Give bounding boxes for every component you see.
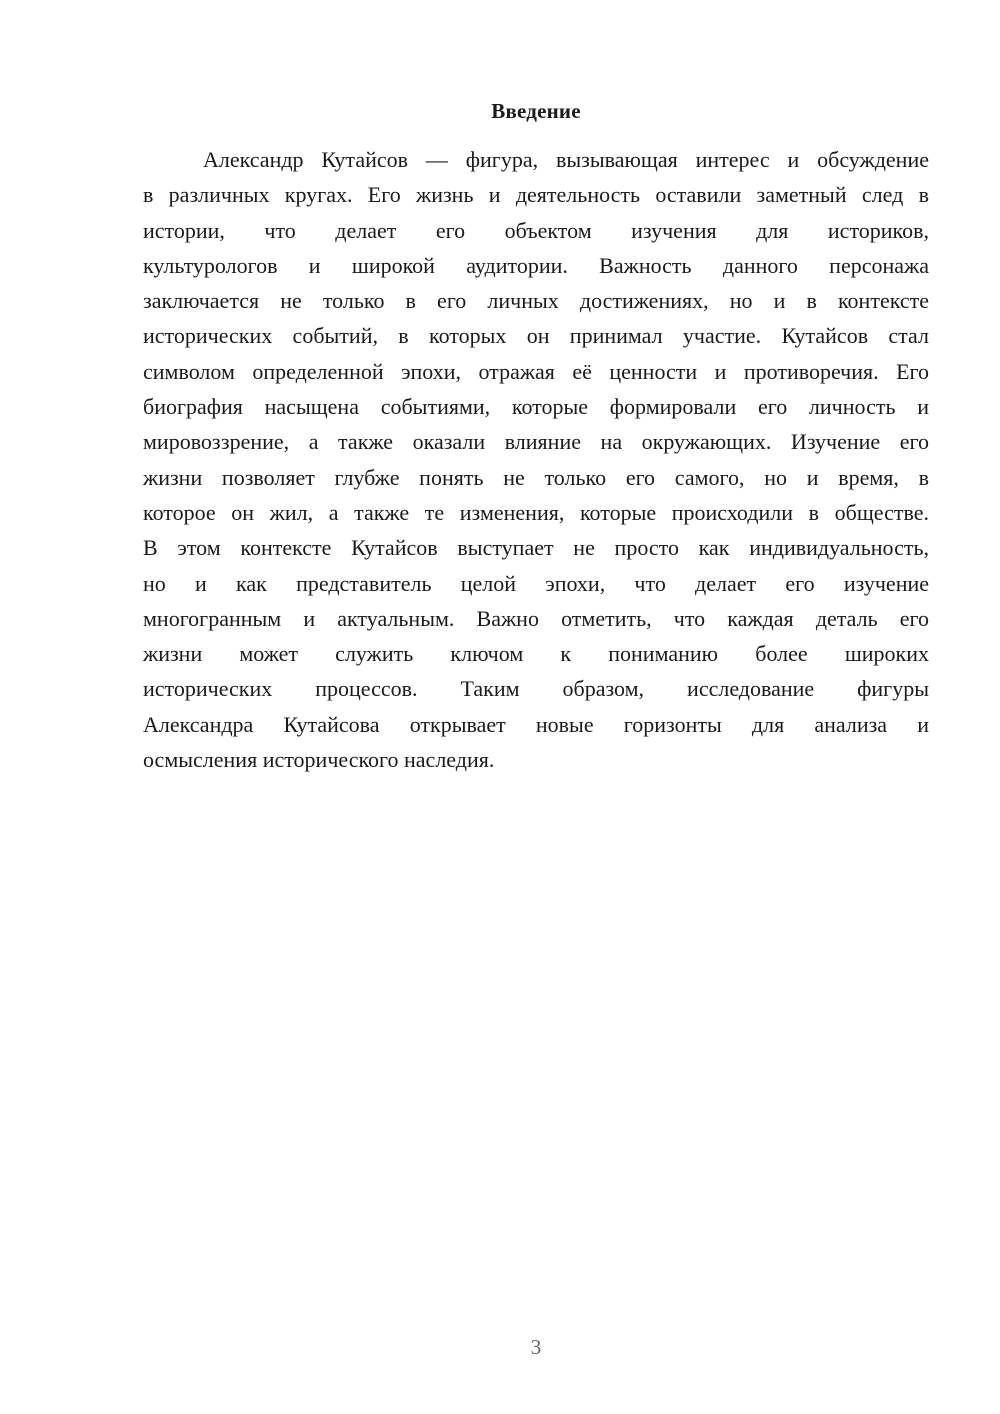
- paragraph-line: исторических событий, в которых он принимал участие. Кутайсов стал: [143, 323, 929, 349]
- paragraph-line: символом определенной эпохи, отражая её ценности и противоречия. Его: [143, 358, 929, 384]
- paragraph-line: жизни может служить ключом к пониманию более широких: [143, 641, 929, 667]
- paragraph-line: Александр Кутайсов — фигура, вызывающая интерес и обсуждение: [203, 147, 929, 172]
- paragraph-line: многогранным и актуальным. Важно отметить, что каждая деталь его: [143, 605, 929, 631]
- paragraph-line: осмысления исторического наследия.: [143, 747, 495, 773]
- paragraph-line: жизни позволяет глубже понять не только его самого, но и время, в: [143, 464, 929, 490]
- body-paragraph: [143, 142, 929, 777]
- paragraph-line: но и как представитель целой эпохи, что делает его изучение: [143, 570, 929, 596]
- paragraph-line: мировоззрение, а также оказали влияние на окружающих. Изучение его: [143, 429, 929, 455]
- paragraph-line: истории, что делает его объектом изучения для историков,: [143, 217, 929, 243]
- section-heading: Введение: [491, 99, 581, 123]
- paragraph-line: Александра Кутайсова открывает новые горизонты для анализа и: [143, 711, 929, 737]
- paragraph-line: культурологов и широкой аудитории. Важность данного персонажа: [143, 252, 929, 278]
- paragraph-line: которое он жил, а также те изменения, которые происходили в обществе.: [143, 499, 929, 525]
- paragraph-line: в различных кругах. Его жизнь и деятельность оставили заметный след в: [143, 182, 929, 208]
- paragraph-line: биография насыщена событиями, которые формировали его личность и: [143, 394, 929, 420]
- paragraph-line: В этом контексте Кутайсов выступает не просто как индивидуальность,: [143, 535, 929, 561]
- paragraph-line: исторических процессов. Таким образом, исследование фигуры: [143, 676, 929, 702]
- paragraph-line: заключается не только в его личных достижениях, но и в контексте: [143, 288, 929, 314]
- page-number: 3: [530, 1335, 542, 1359]
